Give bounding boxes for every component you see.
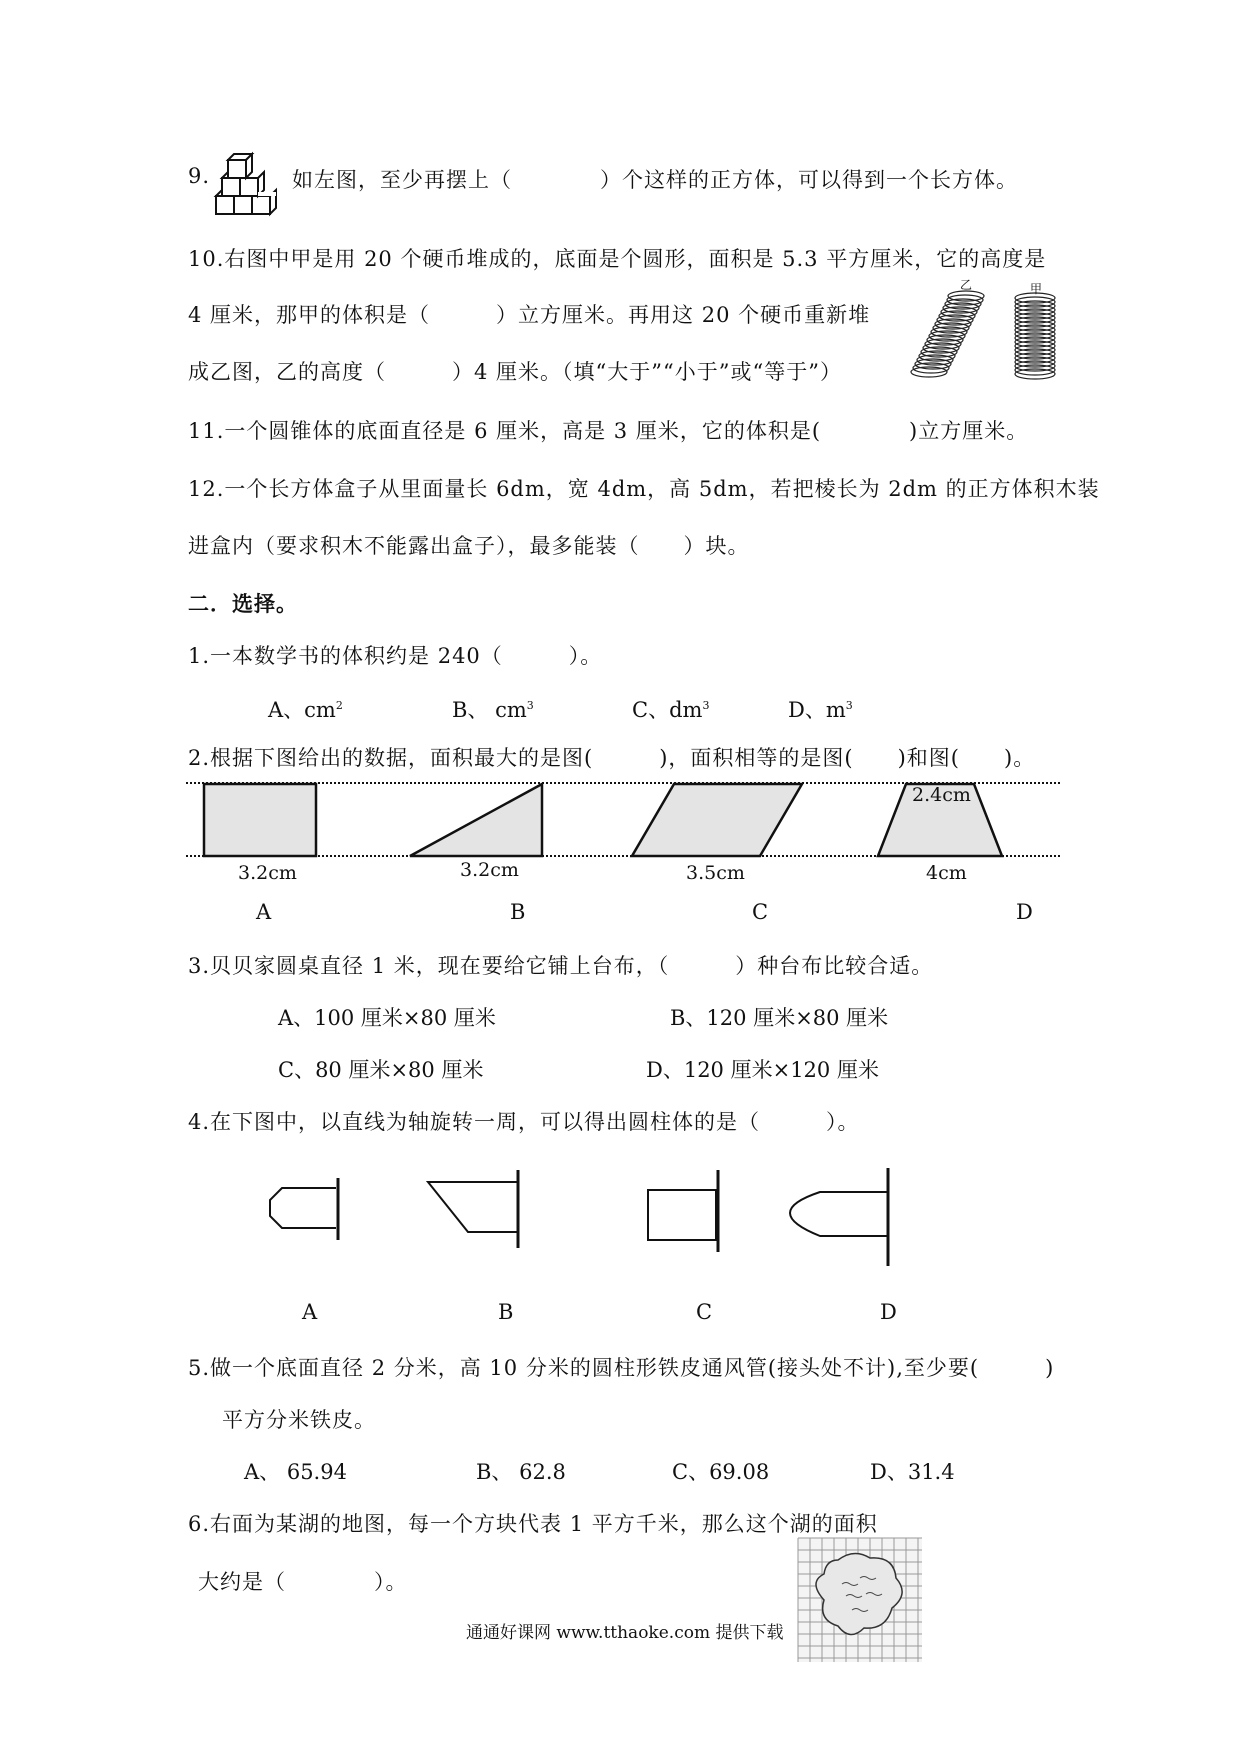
coin-stack-jia-figure: [1010, 290, 1060, 385]
c2-dim-a: 3.2cm: [238, 862, 297, 884]
c4-label-c: C: [696, 1300, 713, 1324]
c2-shape-a-rectangle: [204, 784, 316, 856]
c3-text: 3.贝贝家圆桌直径 1 米，现在要给它铺上台布，（ ）种台布比较合适。: [188, 954, 934, 978]
c2-label-a: A: [256, 900, 272, 924]
section-2-title: 二．选择。: [188, 591, 298, 616]
c3-option-c: C、80 厘米×80 厘米: [278, 1058, 484, 1082]
c2-text: 2.根据下图给出的数据，面积最大的是图( )，面积相等的是图( )和图( )。: [188, 746, 1036, 770]
c4-rotation-figures: [260, 1160, 940, 1280]
c2-shape-c-parallelogram: [632, 784, 802, 856]
q9-text: 如左图，至少再摆上（ ）个这样的正方体，可以得到一个长方体。: [292, 168, 1018, 192]
c6-line-2: 大约是（ ）。: [198, 1570, 408, 1594]
c5-option-b: B、 62.8: [476, 1460, 566, 1484]
c4-label-b: B: [498, 1300, 514, 1324]
c5-option-a: A、 65.94: [244, 1460, 347, 1484]
q10-line-3: 成乙图，乙的高度（ ）4 厘米。（填“大于”“小于”或“等于”）: [188, 360, 842, 384]
c1-text: 1.一本数学书的体积约是 240（ ）。: [188, 644, 603, 668]
coin-stack-yi-figure: [910, 282, 990, 382]
q10-line-2: 4 厘米，那甲的体积是（ ）立方厘米。再用这 20 个硬币重新堆: [188, 303, 871, 327]
c3-option-a: A、100 厘米×80 厘米: [278, 1006, 496, 1030]
c6-line-1: 6.右面为某湖的地图，每一个方块代表 1 平方千米，那么这个湖的面积: [188, 1512, 878, 1536]
c5-option-d: D、31.4: [870, 1460, 955, 1484]
c4-label-a: A: [302, 1300, 318, 1324]
c2-label-d: D: [1016, 900, 1033, 924]
c2-dim-b: 3.2cm: [460, 859, 519, 881]
c2-dim-c: 3.5cm: [686, 862, 745, 884]
c2-label-c: C: [752, 900, 769, 924]
cube-stack-figure: [214, 148, 290, 220]
c5-line-2: 平方分米铁皮。: [222, 1408, 376, 1432]
c4-text: 4.在下图中，以直线为轴旋转一周，可以得出圆柱体的是（ ）。: [188, 1110, 860, 1134]
coin-label-yi: 乙: [960, 278, 973, 292]
lake-map-figure: [798, 1538, 922, 1662]
c2-label-b: B: [510, 900, 526, 924]
c1-option-d: D、$m^3$: [788, 698, 853, 722]
q9-number: 9.: [188, 164, 211, 188]
coin-label-jia: 甲: [1030, 282, 1043, 296]
c3-option-d: D、120 厘米×120 厘米: [646, 1058, 879, 1082]
c5-option-c: C、69.08: [672, 1460, 770, 1484]
c1-option-b: B、 $cm^3$: [452, 698, 534, 722]
q12-line-1: 12.一个长方体盒子从里面量长 6dm，宽 4dm，高 5dm，若把棱长为 2dm 的正方体积木装: [188, 477, 1100, 501]
c4-label-d: D: [880, 1300, 897, 1324]
c5-line-1: 5.做一个底面直径 2 分米，高 10 分米的圆柱形铁皮通风管(接头处不计),至少要( ): [188, 1356, 1055, 1380]
c2-dim-d-top: 2.4cm: [912, 784, 971, 806]
c3-option-b: B、120 厘米×80 厘米: [670, 1006, 889, 1030]
footer-text: 通通好课网 www.tthaoke.com 提供下载: [466, 1623, 784, 1643]
c2-shape-b-triangle: [410, 784, 542, 856]
c1-option-a: A、$cm^2$: [268, 698, 343, 722]
c2-dim-d: 4cm: [926, 862, 967, 884]
q12-line-2: 进盒内（要求积木不能露出盒子），最多能装（ ）块。: [188, 534, 750, 558]
q11-text: 11.一个圆锥体的底面直径是 6 厘米，高是 3 厘米，它的体积是( )立方厘米。: [188, 419, 1029, 443]
c1-option-c: C、$dm^3$: [632, 698, 710, 722]
q10-line-1: 10.右图中甲是用 20 个硬币堆成的，底面是个圆形，面积是 5.3 平方厘米，它的高度是: [188, 247, 1047, 271]
